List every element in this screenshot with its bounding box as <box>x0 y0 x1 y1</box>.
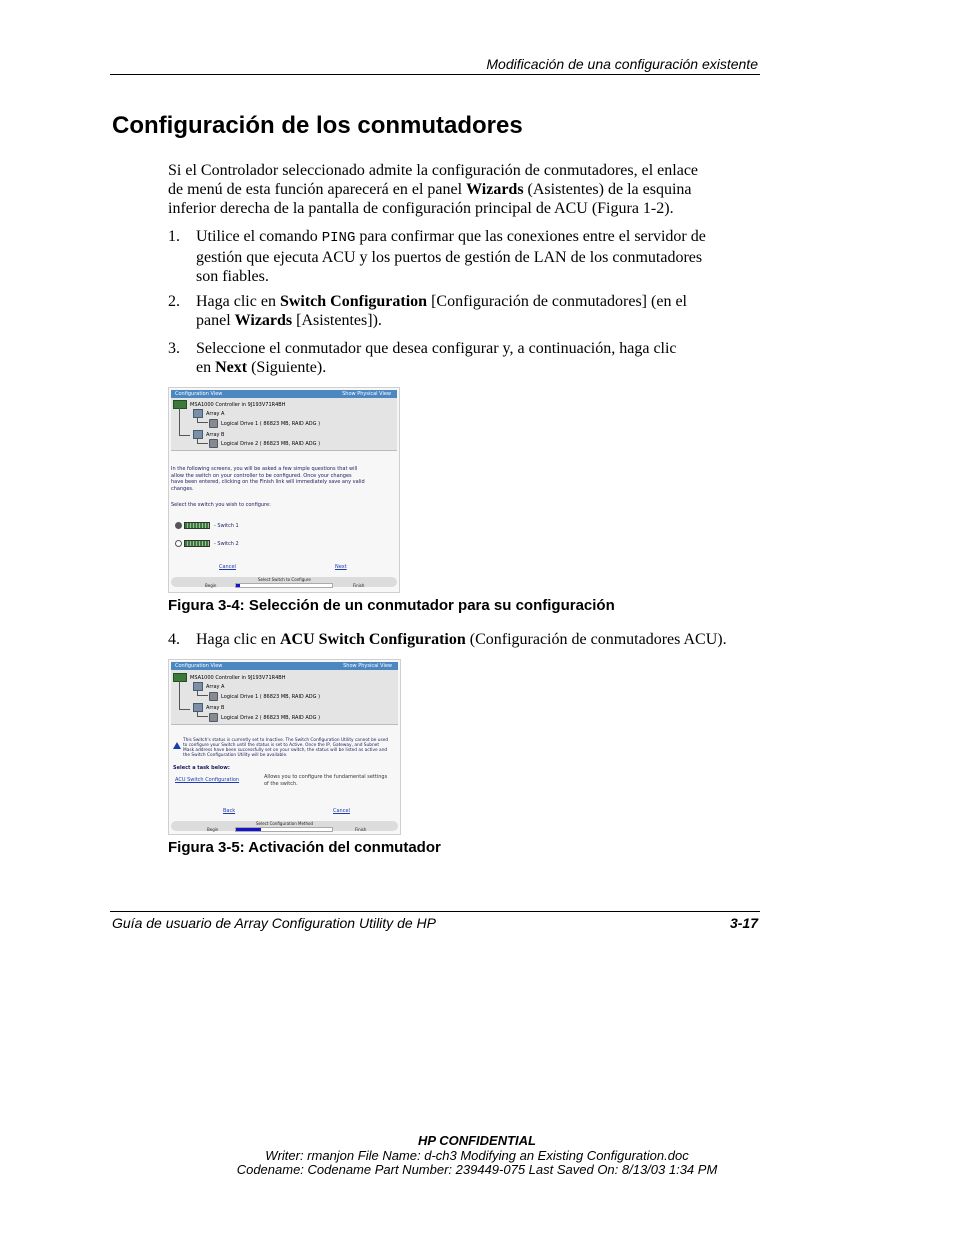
cancel-link[interactable]: Cancel <box>333 808 350 814</box>
warning-icon <box>173 742 181 749</box>
progress-begin: Begin <box>207 827 219 832</box>
config-view-titlebar: Configuration View Show Physical View <box>171 390 397 398</box>
acu-switch-configuration-link[interactable]: ACU Switch Configuration <box>175 777 240 783</box>
tree-connector <box>197 711 208 717</box>
wizard-progress <box>171 821 398 831</box>
step-text: Utilice el comando PING para confirmar que las conexiones entre el servidor de gestión que ejecuta ACU y los puertos de gestión de LAN de los conmutadores son fiables. <box>196 228 706 285</box>
intro-line-1: Si el Controlador seleccionado admite la configuración de conmutadores, el enlace <box>168 162 699 179</box>
section-heading: Configuración de los conmutadores <box>112 112 523 139</box>
tree-logical-drive-2[interactable]: Logical Drive 2 ( 86823 MB, RAID ADG ) <box>209 713 320 722</box>
tree-array-a[interactable]: Array A <box>193 682 224 691</box>
drive-icon <box>209 692 218 701</box>
step-1 <box>168 227 758 284</box>
progress-fill <box>236 828 261 831</box>
ping-command: PING <box>321 230 356 246</box>
tree-connector <box>179 408 190 436</box>
switch-2-option[interactable]: - Switch 2 <box>184 540 239 548</box>
step-text: Seleccione el conmutador que desea configurar y, a continuación, haga clic en Next (Siguiente). <box>196 340 677 376</box>
task-description: Allows you to configure the fundamental settings of the switch. <box>264 774 388 787</box>
progress-title: Select Switch to Configure <box>258 577 311 582</box>
switch-1-radio[interactable] <box>175 522 182 529</box>
step-number: 2. <box>168 293 180 310</box>
drive-icon <box>209 439 218 448</box>
tree-controller[interactable]: MSA1000 Controller in 9J193V71R4BH <box>173 673 285 682</box>
step-4 <box>168 630 758 649</box>
wizard-info-text: In the following screens, you will be asked a few simple questions that will allow the switch on your controller to be configured. Once your changes have been entered, clicking on the Finish link will immediately save any valid changes. <box>171 466 365 492</box>
progress-title: Select Configuration Method <box>256 821 314 826</box>
tree-logical-drive-2[interactable]: Logical Drive 2 ( 86823 MB, RAID ADG ) <box>209 439 320 448</box>
step-text: Haga clic en ACU Switch Configuration (Configuración de conmutadores ACU). <box>196 631 727 648</box>
footer-rule <box>110 911 760 912</box>
figure-3-5-caption: Figura 3-5: Activación del conmutador <box>168 839 441 856</box>
writer-file-line: Writer: rmanjon File Name: d-ch3 Modifying an Existing Configuration.doc <box>265 1148 689 1163</box>
switch-icon <box>184 522 210 529</box>
figure-3-4-caption: Figura 3-4: Selección de un conmutador para su configuración <box>168 597 615 614</box>
tree-connector <box>197 417 208 423</box>
show-physical-view-link[interactable]: Show Physical View <box>343 663 392 669</box>
running-header: Modificación de una configuración existente <box>486 56 758 72</box>
progress-finish: Finish <box>353 583 365 588</box>
switch-icon <box>184 540 210 547</box>
drive-icon <box>209 419 218 428</box>
tree-array-b[interactable]: Array B <box>193 703 225 712</box>
progress-begin: Begin <box>205 583 217 588</box>
step-2 <box>168 292 758 330</box>
select-task-label: Select a task below: <box>173 765 230 771</box>
codename-line: Codename: Codename Part Number: 239449-075 Last Saved On: 8/13/03 1:34 PM <box>236 1162 718 1177</box>
progress-fill <box>236 584 240 587</box>
confidential-label: HP CONFIDENTIAL <box>418 1133 536 1148</box>
tree-logical-drive-1[interactable]: Logical Drive 1 ( 86823 MB, RAID ADG ) <box>209 692 320 701</box>
intro-paragraph <box>168 161 758 218</box>
tree-array-b[interactable]: Array B <box>193 430 225 439</box>
drive-icon <box>209 713 218 722</box>
progress-track <box>235 827 333 832</box>
header-rule <box>110 74 760 75</box>
tree-connector <box>197 438 208 444</box>
config-view-titlebar: Configuration View Show Physical View <box>171 662 398 670</box>
progress-finish: Finish <box>355 827 367 832</box>
step-3 <box>168 339 758 377</box>
select-switch-label: Select the switch you wish to configure: <box>171 502 271 508</box>
step-number: 3. <box>168 340 180 357</box>
tree-connector <box>197 690 208 696</box>
config-tree <box>171 398 397 451</box>
switch-2-radio[interactable] <box>175 540 182 547</box>
intro-line-2: de menú de esta función aparecerá en el panel Wizards (Asistentes) de la esquina <box>168 181 692 198</box>
figure-switch-selection <box>168 387 400 593</box>
tree-array-a[interactable]: Array A <box>193 409 224 418</box>
step-text: Haga clic en Switch Configuration [Configuración de conmutadores] (en el panel Wizards [Asistentes]). <box>196 293 687 329</box>
switch-status-warning: This Switch's status is currently set to Inactive. The Switch Configuration Utility cannot be used to configure your Switch until the status is set to Active. Once the IP, Gateway, and Subnet Mask address have been successfully set on your switch, the status will be listed as active and the Switch Configuration Utility will be available. <box>183 738 389 758</box>
page-number: 3-17 <box>729 915 758 931</box>
step-number: 4. <box>168 631 180 648</box>
switch-1-option[interactable]: - Switch 1 <box>184 522 239 530</box>
tree-connector <box>179 681 190 710</box>
tree-logical-drive-1[interactable]: Logical Drive 1 ( 86823 MB, RAID ADG ) <box>209 419 320 428</box>
cancel-link[interactable]: Cancel <box>219 564 236 570</box>
config-tree <box>171 670 398 725</box>
next-link[interactable]: Next <box>335 564 347 570</box>
guide-title: Guía de usuario de Array Configuration Utility de HP <box>112 915 436 931</box>
tree-controller[interactable]: MSA1000 Controller in 9J193V71R4BH <box>173 400 285 409</box>
back-link[interactable]: Back <box>223 808 236 814</box>
wizard-progress <box>171 577 397 587</box>
progress-track <box>235 583 333 588</box>
intro-line-3: inferior derecha de la pantalla de configuración principal de ACU (Figura 1-2). <box>168 200 674 217</box>
step-number: 1. <box>168 228 180 245</box>
show-physical-view-link[interactable]: Show Physical View <box>342 391 391 397</box>
figure-switch-activation <box>168 659 401 835</box>
